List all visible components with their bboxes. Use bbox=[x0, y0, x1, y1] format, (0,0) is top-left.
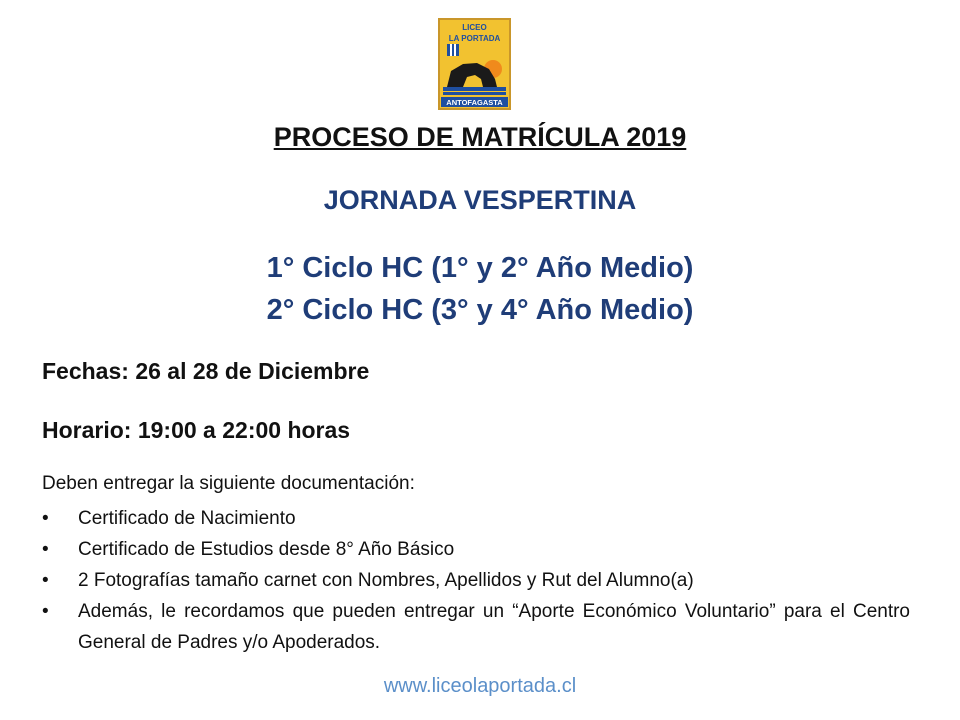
list-item-text: Certificado de Estudios desde 8° Año Básico bbox=[78, 539, 455, 560]
list-item-text: 2 Fotografías tamaño carnet con Nombres, Apellidos y Rut del Alumno(a) bbox=[78, 570, 694, 591]
dates-line: Fechas: 26 al 28 de Diciembre bbox=[42, 358, 370, 384]
logo-bottom-text: ANTOFAGASTA bbox=[446, 98, 503, 107]
cycle-list bbox=[0, 247, 960, 331]
logo-middle-text: LA PORTADA bbox=[448, 34, 501, 43]
list-item bbox=[42, 565, 910, 596]
page-title: PROCESO DE MATRÍCULA 2019 bbox=[273, 122, 687, 152]
list-item-text: Además, le recordamos que pueden entregar un “Aporte Económico Voluntario” para el Centro General de Padres y/o Apoderados. bbox=[78, 601, 910, 653]
documents-intro: Deben entregar la siguiente documentación: bbox=[42, 473, 415, 494]
cycle-line: 2° Ciclo HC (3° y 4° Año Medio) bbox=[266, 294, 694, 326]
list-item-text: Certificado de Nacimiento bbox=[78, 508, 296, 529]
bullet-icon: • bbox=[42, 601, 49, 622]
documents-list bbox=[42, 503, 910, 658]
bullet-icon: • bbox=[42, 508, 49, 529]
list-item bbox=[42, 503, 910, 534]
schedule-line: Horario: 19:00 a 22:00 horas bbox=[42, 417, 351, 443]
list-item bbox=[42, 534, 910, 565]
bullet-icon: • bbox=[42, 539, 49, 560]
logo-top-text: LICEO bbox=[462, 23, 487, 32]
cycle-line: 1° Ciclo HC (1° y 2° Año Medio) bbox=[266, 252, 694, 284]
list-item bbox=[42, 596, 910, 658]
schedule-subtitle: JORNADA VESPERTINA bbox=[323, 185, 637, 215]
bullet-icon: • bbox=[42, 570, 49, 591]
school-logo bbox=[437, 17, 512, 112]
school-crest-icon bbox=[437, 17, 512, 112]
website-link[interactable]: www.liceolaportada.cl bbox=[383, 675, 577, 697]
